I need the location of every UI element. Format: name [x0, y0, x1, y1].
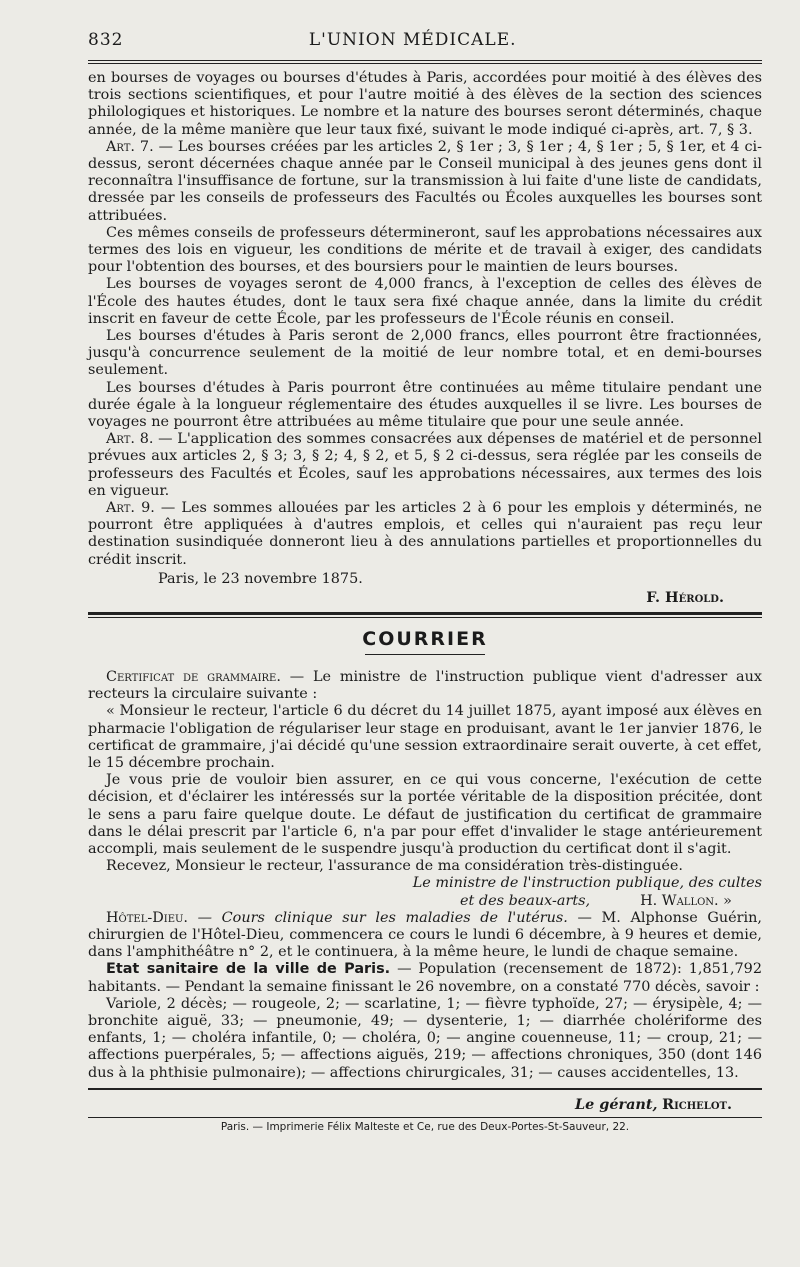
article-label: Art. 8. — [106, 431, 154, 448]
section-text: — M. Alphonse Guérin, chirurgien de l'Hôtel-Dieu, commencera ce cours le lundi 6 décembre, à 9 heures et demie, dans l'amphithéâtre n° 2, et le continuera, à la même heure, le lundi de chaque semaine. — [88, 909, 762, 961]
paragraph: Les bourses de voyages seront de 4,000 francs, à l'exception de celles des élèves de l'École des hautes études, dont le taux sera fixé chaque année, dans la limite du crédit inscrit en faveur de cette École, par les professeurs de l'École réunis en conseil. — [88, 276, 762, 327]
signature-line — [88, 571, 762, 587]
article-7 — [88, 139, 762, 225]
article-text: — L'application des sommes consacrées aux dépenses de matériel et de personnel prévues aux articles 2, § 3; 3, § 2; 4, § 2, et 5, § 2 ci-dessus, sera réglée par les conseils de professeurs des Facultés et Écoles, sauf les approbations nécessaires, aux termes des lois en vigueur. — [88, 431, 763, 499]
paragraph: en bourses de voyages ou bourses d'études à Paris, accordées pour moitié à des élèves des trois sections scientifiques, et pour l'autre moitié à des élèves de la section des sciences philologiques et historiques. Le nombre et la nature des bourses seront déterminés, chaque année, de la même manière que leur taux fixé, suivant le mode indiqué ci-après, art. 7, § 3. — [88, 70, 762, 138]
certificat-paragraph — [88, 669, 762, 703]
section-label: Hôtel-Dieu. — [106, 909, 189, 926]
gerant-name: Richelot. — [662, 1095, 732, 1113]
minister-signature — [88, 893, 762, 910]
minister-name: H. Wallon. » — [640, 892, 732, 909]
quote-paragraph: « Monsieur le recteur, l'article 6 du décret du 14 juillet 1875, ayant imposé aux élèves en pharmacie l'obligation de régulariser leur stage en produisant, avant le 1er janvier 1876, le certificat de grammaire, j'ai décidé qu'une session extraordinaire serait ouverte, à cet effet, le 15 décembre prochain. — [88, 703, 762, 771]
article-8 — [88, 431, 762, 500]
article-text: — Les sommes allouées par les articles 2 à 6 pour les emplois y déterminés, ne pourront être appliquées à d'autres emplois, et celles qui n'auraient pas reçu leur destination susindiquée donneront lieu à des annulations partielles et proportionnelles du crédit inscrit. — [88, 500, 763, 568]
header-rule-thin — [88, 63, 762, 64]
course-title: — Cours clinique sur les maladies de l'utérus. — [188, 909, 568, 926]
section-label: Certificat de grammaire. — [106, 668, 281, 685]
hotel-dieu-paragraph — [88, 910, 762, 962]
article-label: Art. 7. — [106, 138, 154, 155]
section-rule — [88, 612, 762, 615]
minister-line-2: et des beaux-arts, — [460, 892, 591, 909]
gerant-line — [88, 1096, 762, 1113]
section-text: — Le ministre de l'instruction publique vient d'adresser aux recteurs la circulaire suivante : — [88, 668, 763, 703]
footer-rule — [88, 1088, 762, 1090]
section-label: Etat sanitaire de la ville de Paris. — [106, 961, 391, 978]
quote-paragraph: Je vous prie de vouloir bien assurer, en ce qui vous concerne, l'exécution de cette décision, et d'éclairer les intéressés sur la portée véritable de la disposition précitée, dont le sens a paru faire quelque doute. Le défaut de justification du certificat de grammaire dans le délai prescrit par l'article 6, n'a par pour effet d'invalider le stage antérieurement accompli, mais seulement de le suspendre jusqu'à production du certificat dont il s'agit. — [88, 772, 762, 857]
imprint: Paris. — Imprimerie Félix Malteste et Ce, rue des Deux-Portes-St-Sauveur, 22. — [88, 1117, 762, 1133]
article-text: — Les bourses créées par les articles 2, § 1er ; 3, § 1er ; 4, § 1er ; 5, § 1er, et 4 ci-dessus, seront décernées chaque année par le Conseil municipal à des jeunes gens dont il reconnaîtra l'insuffisance de fortune, sur la transmission à lui faite d'une liste de candidats, dressée par les conseils de professeurs des Facultés ou Écoles auxquelles les bourses sont attribuées. — [88, 138, 762, 224]
title-underline — [365, 654, 485, 655]
signature: F. Hérold. — [646, 588, 724, 606]
courrier-body — [88, 669, 762, 1082]
signature-line-2 — [88, 589, 762, 606]
page-number: 832 — [88, 30, 124, 50]
journal-title: L'UNION MÉDICALE. — [308, 30, 517, 50]
minister-line: Le ministre de l'instruction publique, des cultes — [412, 875, 762, 892]
paragraph: Ces mêmes conseils de professeurs détermineront, sauf les approbations nécessaires aux termes des lois en vigueur, les conditions de mérite et de travail à exiger, des candidats pour l'obtention des bourses, et des boursiers pour le maintien de leurs bourses. — [88, 224, 762, 276]
paragraph: Les bourses d'études à Paris seront de 2,000 francs, elles pourront être fractionnées, jusqu'à concurrence seulement de la moitié de leur nombre total, et en demi-bourses seulement. — [88, 328, 762, 379]
article-9 — [88, 500, 762, 569]
article-label: Art. 9. — [106, 500, 155, 517]
mortality-list: Variole, 2 décès; — rougeole, 2; — scarlatine, 1; — fièvre typhoïde, 27; — érysipèle, 4; — bronchite aiguë, 33; — pneumonie, 49; — dysenterie, 1; — diarrhée cholériforme des enfants, 1; — choléra infantile, 0; — choléra, 0; — angine couenneuse, 11; — croup, 21; — affections puerpérales, 5; — affections aiguës, 219; — affections chroniques, 350 (dont 146 dus à la phthisie pulmonaire); — affections chirurgicales, 31; — causes accidentelles, 13. — [88, 995, 762, 1081]
section-title: COURRIER — [362, 627, 488, 650]
section-rule-thin — [88, 617, 762, 618]
article-body — [88, 70, 762, 569]
place-date: Paris, le 23 novembre 1875. — [158, 570, 363, 587]
section-text: — Population (recensement de 1872): 1,851,792 habitants. — Pendant la semaine finissant le 26 novembre, on a constaté 770 décès, savoir : — [88, 961, 762, 995]
page-header — [88, 30, 762, 54]
header-rule — [88, 60, 762, 61]
etat-sanitaire-paragraph — [88, 961, 762, 995]
paragraph: Les bourses d'études à Paris pourront être continuées au même titulaire pendant une durée égale à la longueur réglementaire des études auxquelles il se livre. Les bourses de voyages ne pourront être attribuées au même titulaire que pour une seule année. — [88, 379, 762, 431]
gerant-label: Le gérant, — [575, 1095, 658, 1113]
quote-paragraph: Recevez, Monsieur le recteur, l'assurance de ma considération très-distinguée. — [106, 858, 683, 875]
